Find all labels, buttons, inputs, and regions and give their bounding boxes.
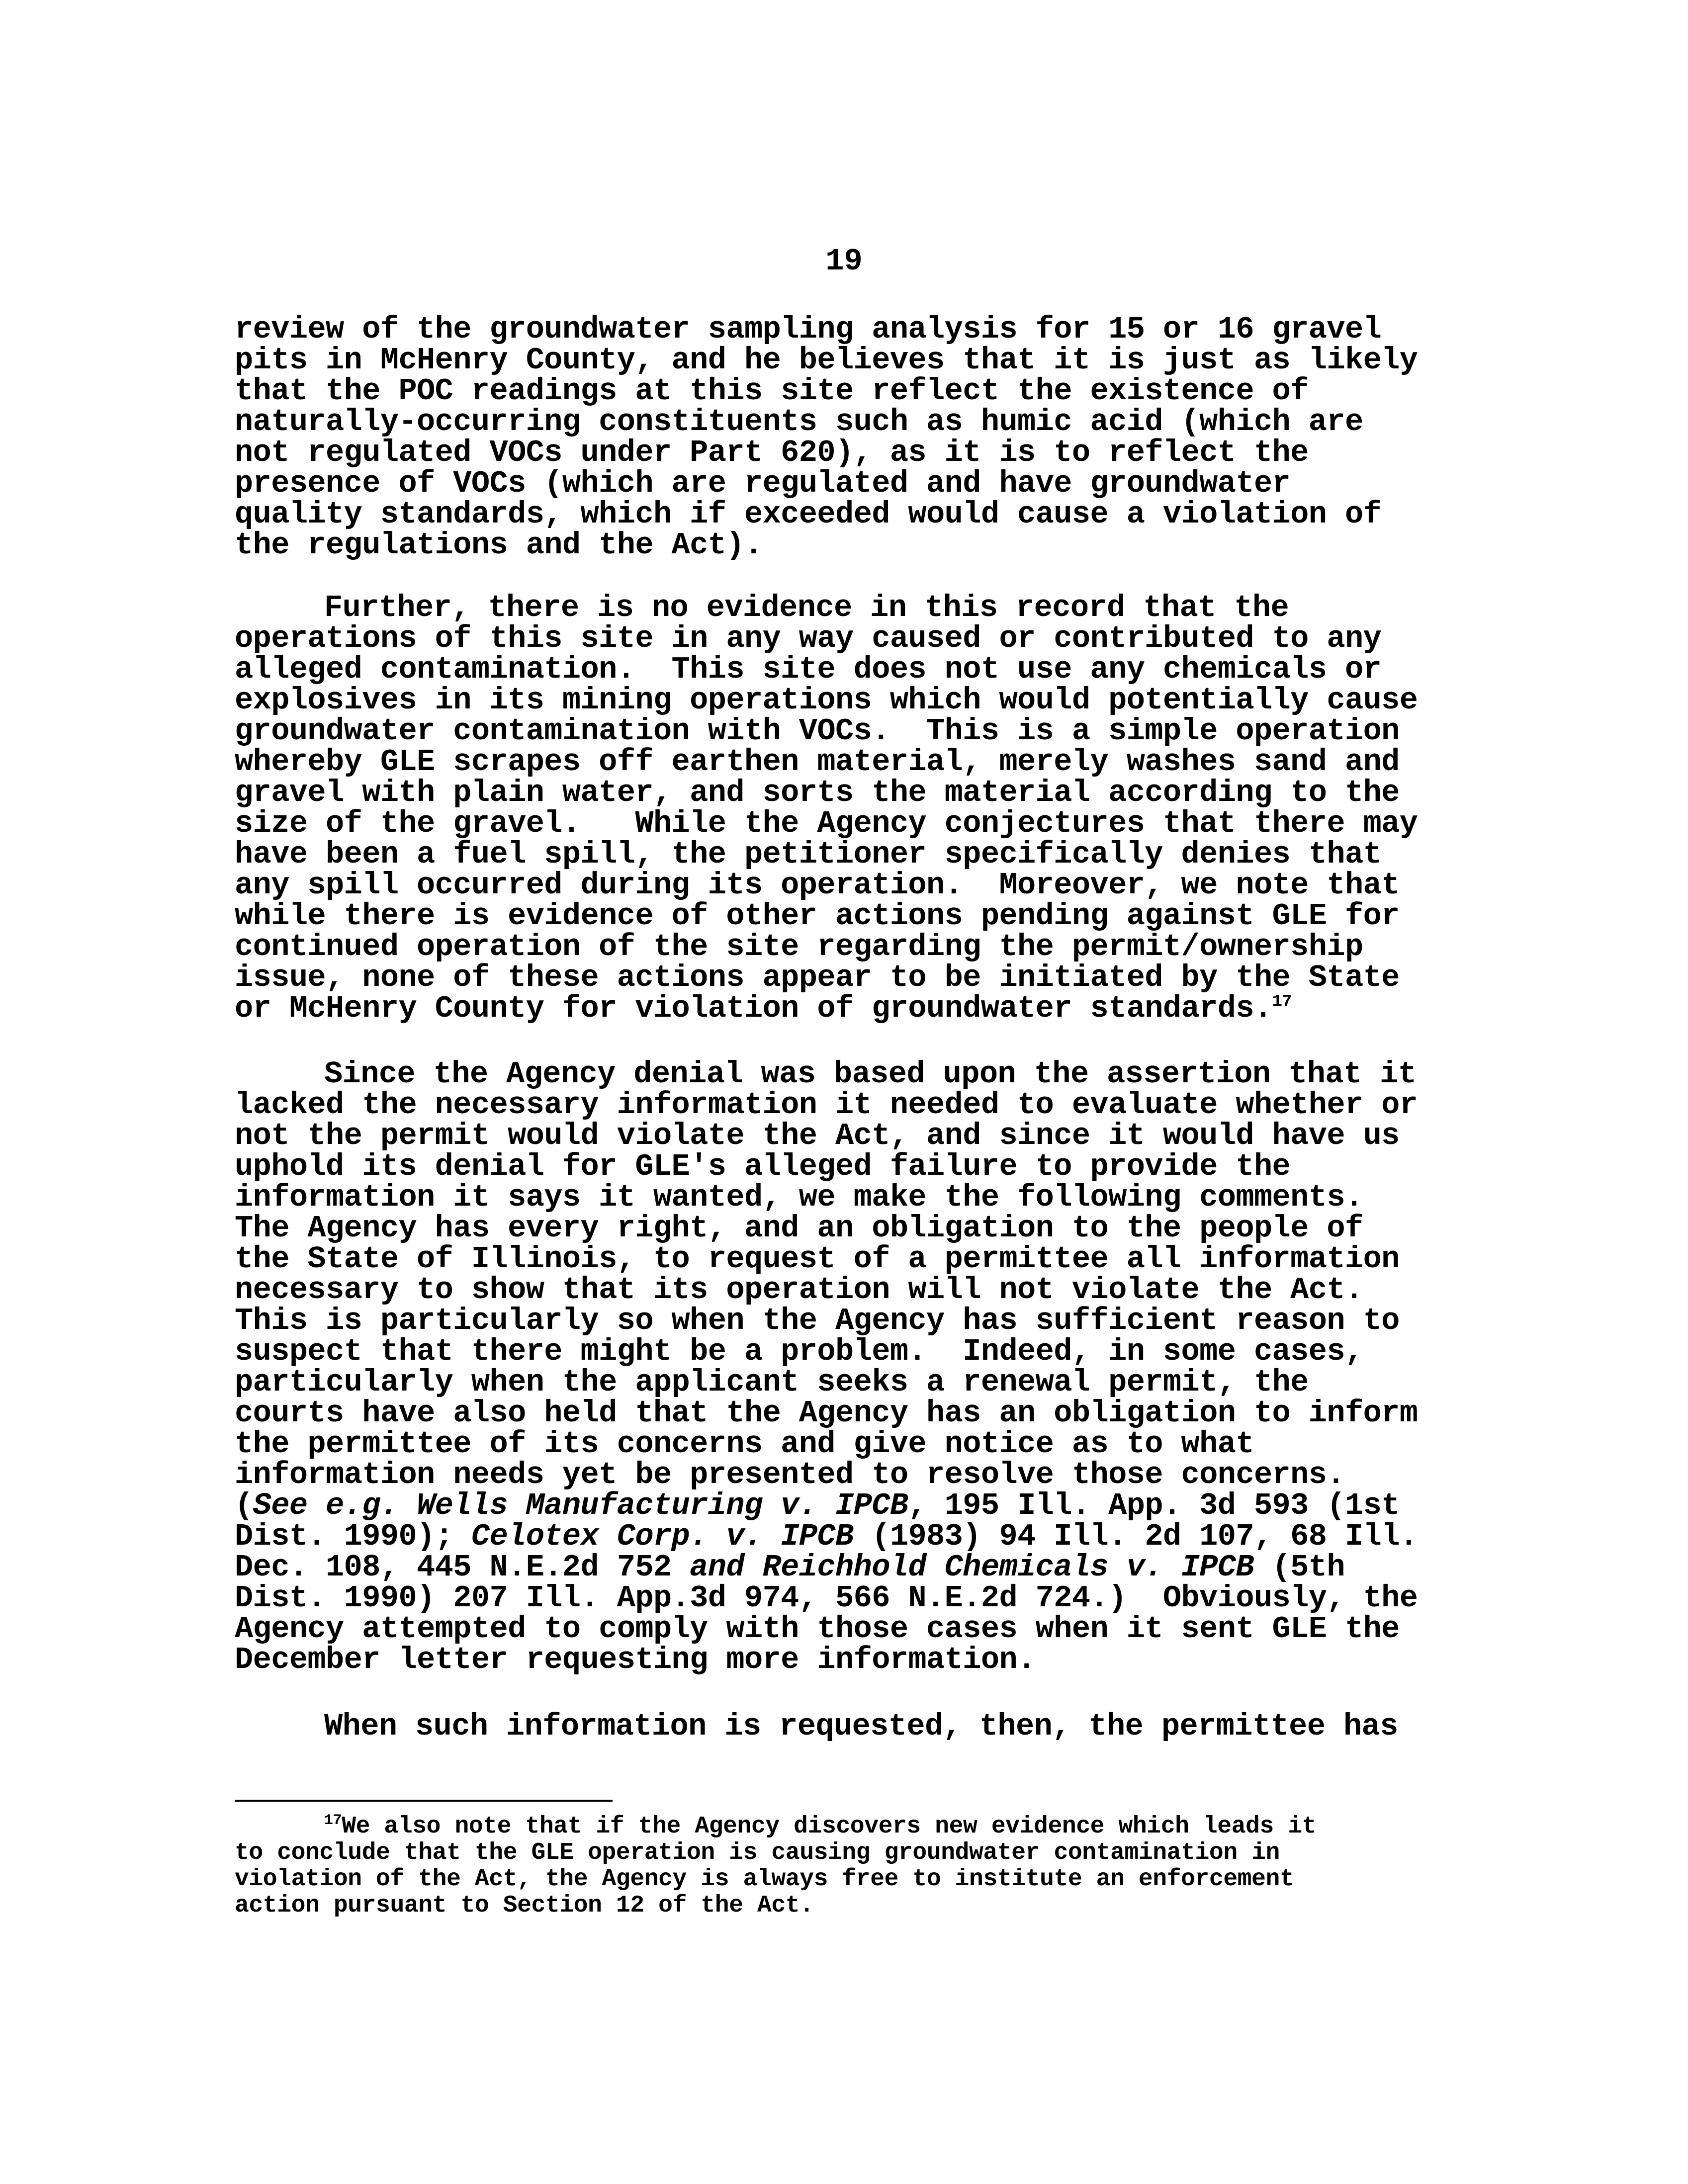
text-line: lacked the necessary information it needed to evaluate whether or [235,1087,1418,1123]
citation-case-celotex: Celotex Corp. v. IPCB [471,1519,854,1554]
citation-case-reichhold: and Reichhold Chemicals v. IPCB [690,1550,1254,1585]
text-line: Agency attempted to comply with those cases when it sent GLE the [235,1611,1400,1647]
text-line: naturally-occurring constituents such as humic acid (which are [235,404,1363,439]
text-line: any spill occurred during its operation. Moreover, we note that [235,868,1400,903]
text-line: necessary to show that its operation will not violate the Act. [235,1272,1363,1308]
text-line: Since the Agency denial was based upon the assertion that it [324,1056,1417,1092]
text-line: presence of VOCs (which are regulated and have groundwater [235,466,1291,501]
citation-line [235,1490,1468,1521]
text-line [235,993,1468,1024]
paragraph-information-requested [235,1711,1468,1742]
text-line: explosives in its mining operations which would potentially cause [235,683,1418,718]
text-line: continued operation of the site regarding the permit/ownership [235,929,1363,964]
footnote-line [235,1814,1468,1840]
text-line: not regulated VOCs under Part 620), as it is to reflect the [235,435,1309,470]
text-line: information it says it wanted, we make the following comments. [235,1180,1363,1215]
footnote-marker: 17 [324,1812,342,1829]
text-line: alleged contamination. This site does not use any chemicals or [235,652,1382,687]
paragraph-agency-denial [235,1056,1468,1677]
footnote-line: to conclude that the GLE operation is causing groundwater contamination in [235,1839,1280,1866]
text-line: the permittee of its concerns and give notice as to what [235,1426,1254,1462]
text-line: particularly when the applicant seeks a renewal permit, the [235,1365,1309,1400]
text-line: When such information is requested, then, the permittee has [324,1709,1398,1744]
text-line: The Agency has every right, and an obligation to the people of [235,1211,1363,1246]
citation-reporter: (5th [1253,1550,1345,1585]
text-line: courts have also held that the Agency has an obligation to inform [235,1396,1418,1431]
citation-case-wells: See e.g. Wells Manufacturing v. IPCB [253,1488,908,1523]
text-line: information needs yet be presented to resolve those concerns. [235,1457,1345,1492]
footnote-line: action pursuant to Section 12 of the Act. [235,1892,814,1919]
text-line: quality standards, which if exceeded would cause a violation of [235,497,1382,532]
text-line: pits in McHenry County, and he believes that it is just as likely [235,343,1418,378]
citation-reporter: Dist. 1990); [235,1519,471,1554]
footnote-divider [235,1800,613,1802]
text-line: operations of this site in any way caused or contributed to any [235,621,1382,656]
text-line: the State of Illinois, to request of a permittee all information [235,1241,1400,1277]
citation-line [235,1552,1468,1583]
page-number: 19 [825,244,863,279]
text-line: review of the groundwater sampling analysis for 15 or 16 gravel [235,312,1382,347]
text-line: This is particularly so when the Agency has sufficient reason to [235,1303,1400,1338]
text-line: Dist. 1990) 207 Ill. App.3d 974, 566 N.E.2d 724.) Obviously, the [235,1580,1418,1616]
citation-reporter: , 195 Ill. App. 3d 593 (1st [908,1488,1400,1523]
text-line: have been a fuel spill, the petitioner specifically denies that [235,837,1382,872]
citation-line [235,1521,1468,1552]
footnote-line: violation of the Act, the Agency is always free to institute an enforcement [235,1866,1294,1893]
paragraph-no-evidence [235,590,1468,1026]
citation-open-paren: ( [235,1488,253,1523]
text-line: gravel with plain water, and sorts the material according to the [235,775,1400,810]
text-line: that the POC readings at this site reflect the existence of [235,373,1309,409]
footnote-reference[interactable]: 17 [1272,992,1292,1012]
text-line: issue, none of these actions appear to be initiated by the State [235,960,1400,995]
text-line: suspect that there might be a problem. Indeed, in some cases, [235,1334,1363,1369]
text-line: whereby GLE scrapes off earthen material, merely washes sand and [235,744,1400,780]
text-line-content: or McHenry County for violation of groundwater standards. [235,991,1272,1026]
footnote-text: We also note that if the Agency discovers new evidence which leads it [342,1813,1317,1840]
text-line: not the permit would violate the Act, and since it would have us [235,1118,1400,1153]
text-line: uphold its denial for GLE's alleged failure to provide the [235,1149,1291,1184]
text-line: groundwater contamination with VOCs. This is a simple operation [235,713,1400,749]
text-line: size of the gravel. While the Agency conjectures that there may [235,806,1418,841]
text-line: while there is evidence of other actions pending against GLE for [235,898,1400,934]
text-line: Further, there is no evidence in this record that the [324,590,1289,625]
footnote-17 [235,1814,1468,1919]
paragraph-continuation [235,314,1468,561]
text-line: December letter requesting more information. [235,1642,1036,1677]
citation-reporter: (1983) 94 Ill. 2d 107, 68 Ill. [853,1519,1418,1554]
text-line: the regulations and the Act). [235,527,763,563]
citation-reporter: Dec. 108, 445 N.E.2d 752 [235,1550,690,1585]
